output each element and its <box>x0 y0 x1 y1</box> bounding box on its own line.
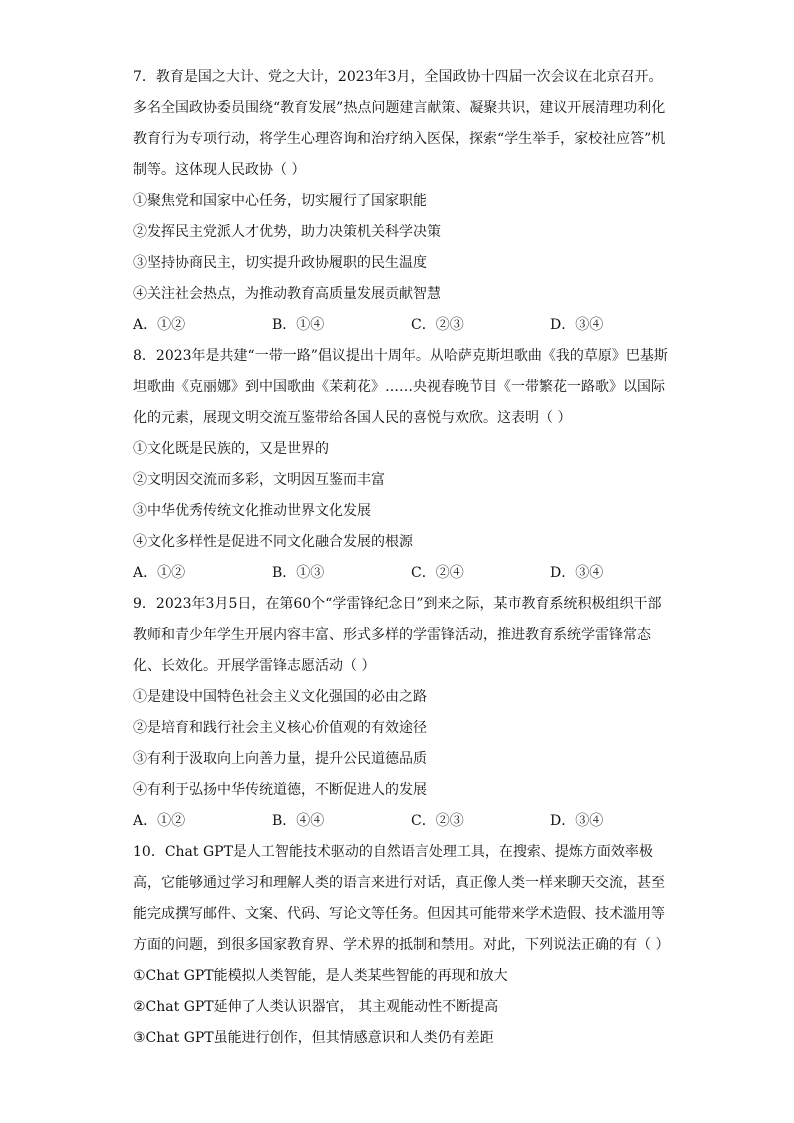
option: ④文化多样性是促进不同文化融合发展的根源 <box>133 534 413 550</box>
option: ③坚持协商民主，切实提升政协履职的民生温度 <box>133 255 427 271</box>
option: ③中华优秀传统文化推动世界文化发展 <box>133 503 371 519</box>
answer-a: A．①② <box>133 317 186 333</box>
question-stem: 9．2023年3月5日，在第60个“学雷锋纪念日”到来之际，某市教育系统积极组织干部教师和青少年学生开展内容丰富、形式多样的学雷锋活动，推进教育系统学雷锋常态化、长效化。开展学雷锋志愿活动（ ） <box>133 596 662 674</box>
answer-c: C．②③ <box>411 813 464 829</box>
answer-c: C．②③ <box>411 317 464 333</box>
option: ②是培育和践行社会主义核心价值观的有效途径 <box>133 720 427 736</box>
option: ②发挥民主党派人才优势，助力决策机关科学决策 <box>133 224 441 240</box>
answer-d: D．③④ <box>550 317 604 333</box>
option: ④关注社会热点，为推动教育高质量发展贡献智慧 <box>133 286 441 302</box>
question-7 <box>133 62 673 341</box>
question-10 <box>133 837 673 1054</box>
option: ①文化既是民族的，又是世界的 <box>133 441 329 457</box>
answer-b: B．①③ <box>272 565 325 581</box>
answer-choices <box>133 310 673 341</box>
question-8 <box>133 341 673 589</box>
answer-b: B．①④ <box>272 317 325 333</box>
answer-d: D．③④ <box>550 565 604 581</box>
option: ①聚焦党和国家中心任务，切实履行了国家职能 <box>133 193 427 209</box>
answer-choices <box>133 558 673 589</box>
option: ②文明因交流而多彩，文明因互鉴而丰富 <box>133 472 385 488</box>
answer-c: C．②④ <box>411 565 464 581</box>
question-stem: 10．Chat GPT是人工智能技术驱动的自然语言处理工具，在搜索、提炼方面效率极高，它能够通过学习和理解人类的语言来进行对话，真正像人类一样来聊天交流，甚至能完成撰写邮件、文案、代码、写论文等任务。但因其可能带来学术造假、技术滥用等方面的问题，到很多国家教育界、学术界的抵制和禁用。对此，下列说法正确的有（ ） <box>133 844 670 953</box>
option: ④有利于弘扬中华传统道德，不断促进人的发展 <box>133 782 427 798</box>
question-9 <box>133 589 673 837</box>
option: ②Chat GPT延伸了人类认识器官， 其主观能动性不断提高 <box>133 999 499 1015</box>
answer-d: D．③④ <box>550 813 604 829</box>
answer-choices <box>133 806 673 837</box>
question-stem: 8．2023年是共建“一带一路”倡议提出十周年。从哈萨克斯坦歌曲《我的草原》巴基斯坦歌曲《克丽娜》到中国歌曲《茉莉花》……央视春晚节目《一带繁花一路歌》以国际化的元素，展现文明交流互鉴带给各国人民的喜悦与欢欣。这表明（ ） <box>133 348 668 426</box>
question-list <box>133 62 673 1054</box>
answer-a: A．①② <box>133 565 186 581</box>
option: ③有利于汲取向上向善力量，提升公民道德品质 <box>133 751 427 767</box>
option: ③Chat GPT虽能进行创作，但其情感意识和人类仍有差距 <box>133 1030 494 1046</box>
answer-a: A．①② <box>133 813 186 829</box>
question-stem: 7．教育是国之大计、党之大计，2023年3月，全国政协十四届一次会议在北京召开。多名全国政协委员围绕“教育发展”热点问题建言献策、凝聚共识，建议开展清理功利化教育行为专项行动，将学生心理咨询和治疗纳入医保，探索“学生举手，家校社应答”机制等。这体现人民政协（ ） <box>133 69 666 178</box>
option: ①是建设中国特色社会主义文化强国的必由之路 <box>133 689 427 705</box>
answer-b: B．④④ <box>272 813 325 829</box>
option: ①Chat GPT能模拟人类智能，是人类某些智能的再现和放大 <box>133 968 508 984</box>
